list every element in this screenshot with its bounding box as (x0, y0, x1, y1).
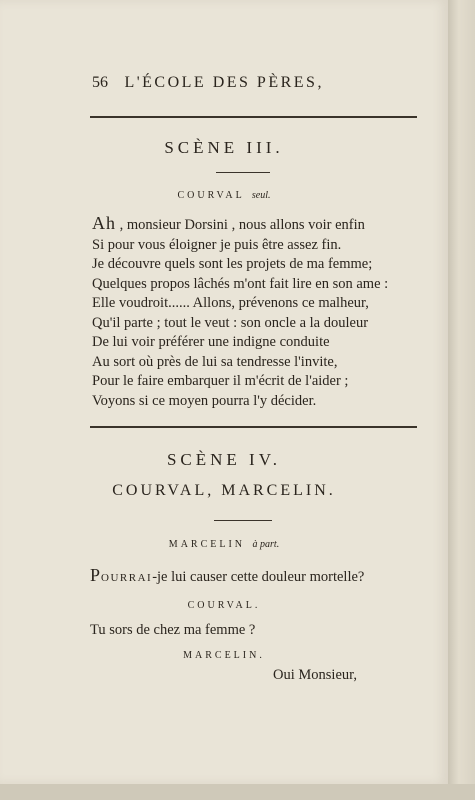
scene-4-speaker-2: COURVAL. (187, 600, 261, 611)
scene-3-short-rule (216, 172, 270, 173)
scene-divider-rule (90, 426, 417, 428)
drop-initial: P (90, 565, 102, 585)
verse-line: Si pour vous éloigner je puis être assez fin. (92, 236, 342, 253)
page-number: 56 (92, 74, 108, 91)
verse-line: Pour le faire embarquer il m'écrit de l'aider ; (92, 373, 349, 389)
verse-line: Qu'il parte ; tout le veut : son oncle a la douleur (92, 314, 369, 331)
verse-line: Tu sors de chez ma femme ? (90, 622, 256, 638)
page-bottom-edge (0, 784, 475, 800)
verse-line: Ah , monsieur Dorsini , nous allons voir enfin (92, 213, 365, 233)
stage-direction: à part. (252, 539, 280, 550)
verse-line: Je découvre quels sont les projets de ma femme; (92, 256, 373, 272)
speaker-name: MARCELIN (168, 539, 246, 550)
running-header (92, 74, 422, 92)
scene-3-verse (92, 214, 432, 411)
drop-initial: Ah (92, 213, 116, 233)
speaker-name: COURVAL (177, 190, 245, 201)
verse-line: POURRAI-je lui causer cette douleur mortelle? (90, 565, 365, 585)
stage-direction: seul. (251, 190, 271, 201)
scene-4-speaker-1 (0, 539, 448, 550)
scene-4-heading: SCÈNE IV. (166, 450, 282, 469)
scene-4-speaker-3: MARCELIN. (183, 650, 265, 661)
scene-3-heading: SCÈNE III. (164, 138, 284, 157)
running-title: L'ÉCOLE DES PÈRES, (124, 74, 324, 91)
verse-line: Elle voudroit...... Allons, prévenons ce malheur, (92, 295, 369, 311)
small-caps-word: OURRAI (101, 572, 153, 584)
book-gutter (448, 0, 475, 800)
verse-line: Oui Monsieur, (273, 667, 357, 683)
header-rule (90, 116, 417, 118)
verse-line: De lui voir préférer une indigne conduite (92, 334, 330, 350)
verse-line: Au sort où près de lui sa tendresse l'invite, (92, 353, 338, 370)
scene-4-short-rule (214, 520, 272, 521)
scene-4-cast: COURVAL, MARCELIN. (112, 482, 336, 499)
verse-line: Voyons si ce moyen pourra l'y décider. (92, 392, 317, 409)
verse-line: Quelques propos lâchés m'ont fait lire en son ame : (92, 275, 389, 292)
scene-3-speaker (0, 190, 448, 201)
